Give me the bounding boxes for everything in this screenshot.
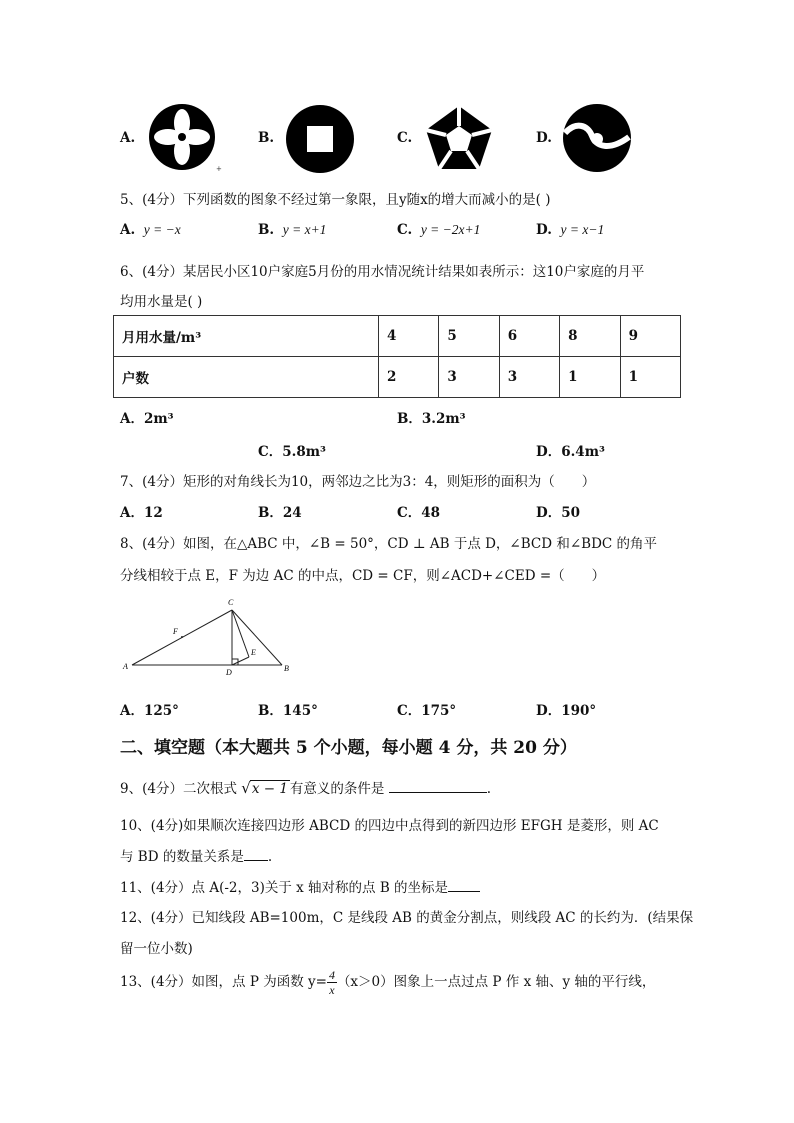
q6-option-b: B．3.2m³: [397, 411, 466, 427]
table-cell: 4: [379, 316, 439, 357]
q8-stem-line2: 分线相较于点 E，F 为边 AC 的中点，CD = CF，则∠ACD+∠CED =（ ）: [120, 568, 606, 584]
q8-option-c: C．175°: [397, 703, 457, 719]
q5-option-d: D. y = x−1: [536, 222, 605, 238]
point-e-label: E: [251, 648, 256, 657]
table-cell: 1: [560, 357, 620, 398]
table-cell: 1: [620, 357, 680, 398]
q7-option-c: C．48: [397, 505, 441, 521]
q7-option-a: A．12: [120, 505, 163, 521]
q8-option-d: D．190°: [536, 703, 597, 719]
section-2-heading: 二、填空题（本大题共 5 个小题，每小题 4 分，共 20 分）: [120, 738, 577, 758]
q10-line1: 10、(4分)如果顺次连接四边形 ABCD 的四边中点得到的新四边形 EFGH 是菱形，则 AC: [120, 818, 659, 834]
q5-option-c: C. y = −2x+1: [397, 222, 481, 238]
table-cell: 3: [439, 357, 499, 398]
q10-line2: 与 BD 的数量关系是 .: [120, 845, 272, 865]
q7-stem: 7、(4分）矩形的对角线长为10，两邻边之比为3：4，则矩形的面积为（ ）: [120, 474, 596, 490]
point-d-label: D: [226, 668, 232, 677]
table-cell: 6: [499, 316, 559, 357]
table-cell: 5: [439, 316, 499, 357]
q13-line: 13、(4分）如图，点 P 为函数 y= $\frac{4}{x}$ （x＞0）图象上一点过点 P 作 x 轴、y 轴的平行线，: [120, 968, 656, 997]
pentagon-flower-figure: [424, 104, 494, 172]
q12-line1: 12、(4分）已知线段 AB=100m，C 是线段 AB 的黄金分割点，则线段 AC 的长约为．(结果保: [120, 910, 694, 926]
q9-radicand: x − 1: [251, 781, 288, 797]
vertex-b-label: B: [284, 664, 289, 673]
q10-answer-blank[interactable]: [244, 846, 268, 861]
q5-option-b: B. y = x+1: [258, 222, 327, 238]
q5-option-a: A. y = −x: [120, 222, 181, 238]
table-cell: 3: [499, 357, 559, 398]
table-cell: 9: [620, 316, 680, 357]
table-cell: 户数: [114, 357, 379, 398]
q12-line2: 留一位小数): [120, 941, 193, 957]
svg-text:+: +: [216, 165, 222, 173]
q6-option-c: C．5.8m³: [258, 444, 326, 460]
q8-option-b: B．145°: [258, 703, 318, 719]
table-cell: 2: [379, 357, 439, 398]
table-row: [114, 357, 681, 398]
four-petal-circle-figure: [148, 103, 224, 175]
q7-option-b: B．24: [258, 505, 302, 521]
vertex-a-label: A: [123, 662, 128, 671]
q8-stem-line1: 8、(4分）如图，在△ABC 中，∠B = 50°，CD ⊥ AB 于点 D，∠BCD 和∠BDC 的角平: [120, 536, 658, 552]
table-row: [114, 316, 681, 357]
q7-option-d: D．50: [536, 505, 580, 521]
q6-option-a: A．2m³: [120, 411, 174, 427]
q6-option-d: D．6.4m³: [536, 444, 605, 460]
q4-option-c-label: C.: [397, 130, 413, 146]
q11-answer-blank[interactable]: [448, 877, 480, 892]
q11-line: 11、(4分）点 A(-2，3)关于 x 轴对称的点 B 的坐标是: [120, 876, 480, 896]
q9-line: 9、(4分）二次根式 √x − 1 有意义的条件是 .: [120, 779, 492, 797]
triangle-abc-figure: [118, 595, 298, 679]
table-cell: 月用水量/m³: [114, 316, 379, 357]
point-f-label: F: [173, 627, 178, 636]
q4-option-a-label: A.: [120, 130, 136, 146]
q6-stem-line1: 6、(4分）某居民小区10户家庭5月份的用水情况统计结果如表所示：这10户家庭的月平: [120, 264, 645, 280]
coin-square-hole-figure: [285, 104, 355, 174]
q13-fraction: $\frac{4}{x}$: [328, 968, 335, 997]
q6-stem-line2: 均用水量是( ): [120, 294, 203, 310]
wave-circle-figure: [562, 103, 632, 173]
vertex-c-label: C: [228, 598, 234, 607]
table-cell: 8: [560, 316, 620, 357]
q4-option-d-label: D.: [536, 130, 552, 146]
q5-stem: 5、(4分）下列函数的图象不经过第一象限，且y随x的增大而减小的是( ): [120, 192, 551, 208]
water-usage-table: [113, 315, 681, 398]
q4-option-b-label: B.: [258, 130, 275, 146]
q8-option-a: A．125°: [120, 703, 179, 719]
q9-answer-blank[interactable]: [389, 778, 487, 793]
